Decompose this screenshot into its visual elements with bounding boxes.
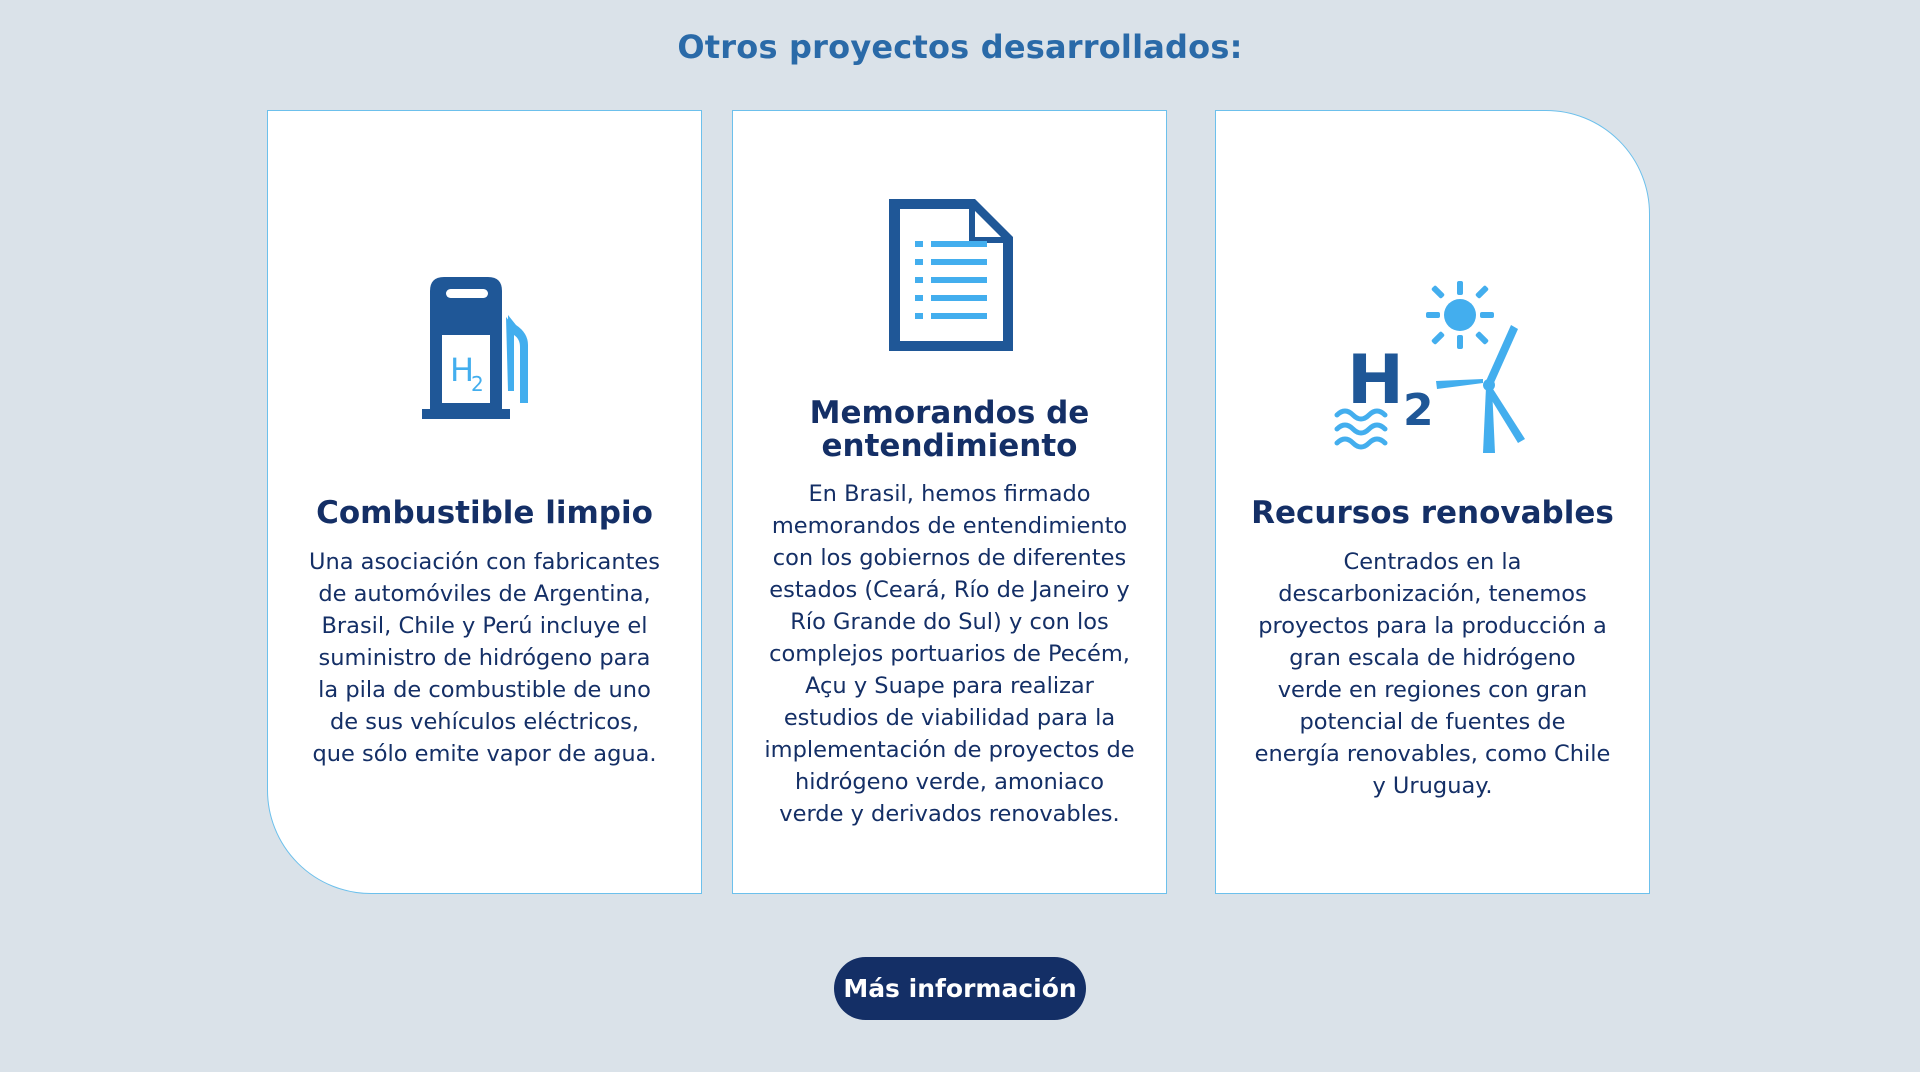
pump-label-subscript: 2 bbox=[470, 372, 484, 396]
more-info-button[interactable]: Más información bbox=[834, 957, 1086, 1020]
card-title: Recursos renovables bbox=[1251, 495, 1614, 531]
hydrogen-fuel-pump-icon bbox=[410, 263, 560, 423]
card-memorandums bbox=[732, 110, 1167, 894]
card-title: Memorandos de entendimiento bbox=[809, 395, 1090, 464]
card-description: En Brasil, hemos firmado memorandos de entendimiento con los gobiernos de diferentes estados (Ceará, Río de Janeiro y Río Grande do Sul) y con los complejos portuarios de Pecém, Açu y Suape para realizar estudios de viabilidad para la implementación de proyectos de hidrógeno verde, amoniaco verde y derivados renovables. bbox=[764, 481, 1135, 827]
section-title: Otros proyectos desarrollados: bbox=[677, 28, 1243, 66]
icon-h-subscript: 2 bbox=[1402, 385, 1434, 436]
card-description: Una asociación con fabricantes de automóviles de Argentina, Brasil, Chile y Perú incluye el suministro de hidrógeno para la pila de combustible de uno de sus vehículos eléctricos, que sólo emite vapor de agua. bbox=[308, 549, 660, 767]
icon-h-symbol: H bbox=[1346, 341, 1404, 420]
document-icon bbox=[875, 187, 1025, 357]
sun-icon bbox=[1426, 281, 1494, 349]
pump-label-symbol: H bbox=[449, 351, 474, 389]
card-title: Combustible limpio bbox=[316, 495, 653, 531]
card-renewable-resources bbox=[1215, 110, 1650, 894]
wind-turbine-icon bbox=[1436, 325, 1525, 453]
card-clean-fuel bbox=[267, 110, 702, 894]
card-description: Centrados en la descarbonización, tenemos proyectos para la producción a gran escala de hidrógeno verde en regiones con gran potencial de fuentes de energía renovables, como Chile y Uruguay. bbox=[1254, 549, 1611, 799]
h2-renewable-energy-icon bbox=[1333, 263, 1533, 453]
